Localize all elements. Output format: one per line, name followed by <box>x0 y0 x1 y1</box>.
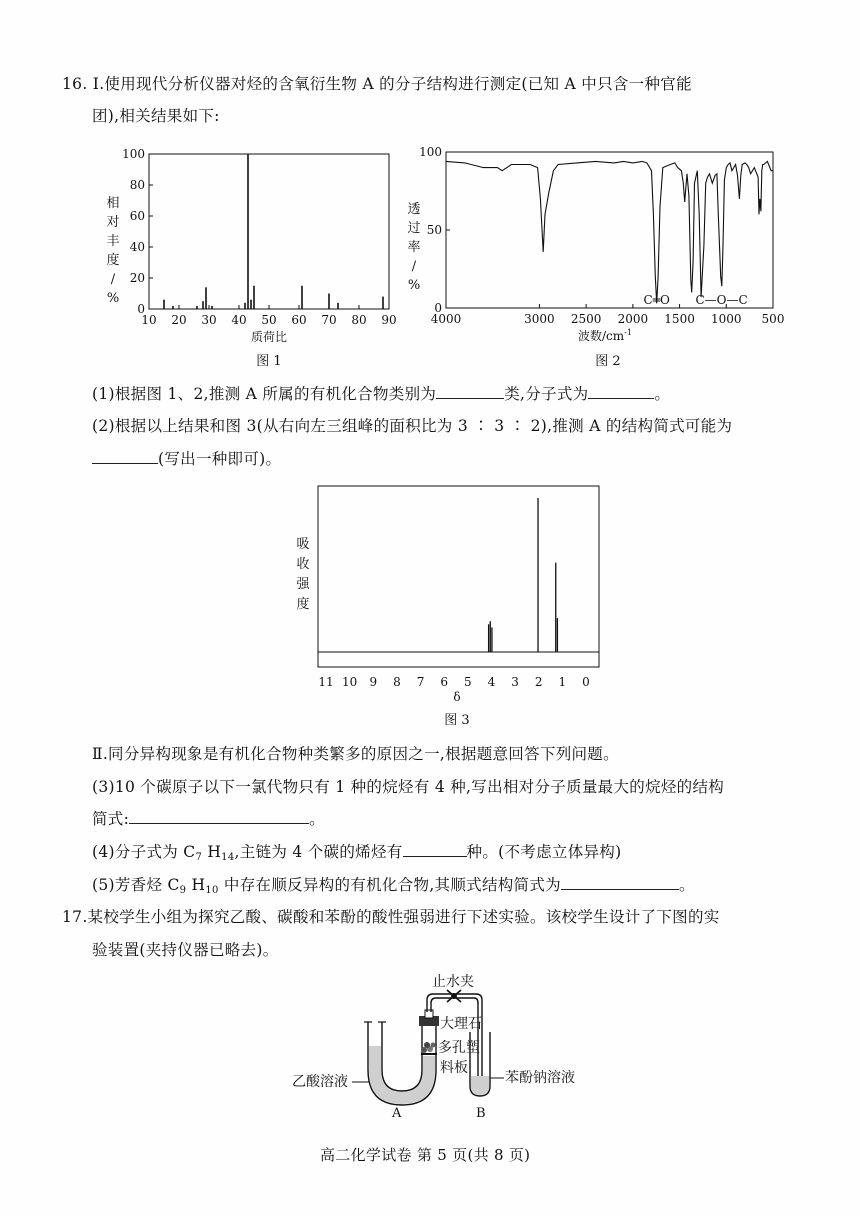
fig3-ylabel-char: 度 <box>296 597 310 612</box>
q5-line <box>92 874 695 902</box>
fig1-xtick-label: 80 <box>351 313 367 327</box>
fig1-ytick-label: 80 <box>129 178 145 192</box>
porous-plate-label-2: 料板 <box>440 1060 468 1076</box>
fig1-ylabel-char: 对 <box>106 215 120 230</box>
q5-text-a: (5)芳香烃 C <box>92 876 180 894</box>
phenoxide-label: 苯酚钠溶液 <box>505 1070 575 1086</box>
q5-sub-1: 9 <box>179 885 187 896</box>
fig3-xlabel: δ <box>453 690 461 704</box>
fig1-ylabel-char: % <box>106 291 120 306</box>
fig3-xtick-label: 6 <box>440 675 449 689</box>
q16-intro-line-1: 16. Ⅰ.使用现代分析仪器对烃的含氧衍生物 A 的分子结构进行测定(已知 A 中只含一种官能 <box>62 75 692 93</box>
fig1-xtick-label: 30 <box>201 313 217 327</box>
water-clamp-icon[interactable] <box>447 990 461 1002</box>
q5-text-b: H <box>186 876 206 894</box>
q5-text-d: 。 <box>678 876 695 894</box>
fig3-ylabel-char: 收 <box>296 557 310 572</box>
fig1-ytick-label: 100 <box>122 147 145 161</box>
u-tube-inner <box>382 1022 422 1091</box>
q1-text-c: 。 <box>654 385 671 403</box>
fig2-xtick-label: 2500 <box>570 312 602 326</box>
fig3-xtick-label: 8 <box>393 675 401 689</box>
q4-text-a: (4)分子式为 C <box>92 843 196 861</box>
clamp-label: 止水夹 <box>432 974 474 990</box>
fig1-ylabel-char: 度 <box>106 253 120 268</box>
q4-sub-2: 14 <box>221 852 235 863</box>
fig1-ytick-label: 40 <box>129 240 145 254</box>
fig1-xtick-label: 90 <box>381 313 397 327</box>
q3-line-1: (3)10 个碳原子以下一氯代物只有 1 种的烷烃有 4 种,写出相对分子质量最大的烷烃的结构 <box>92 778 725 796</box>
fig1-plot-frame <box>149 154 389 309</box>
marble-label: 大理石 <box>440 1016 482 1032</box>
q4-text-d: 种。(不考虑立体异构) <box>466 843 622 861</box>
part-2-intro: Ⅱ.同分异构现象是有机化合物种类繁多的原因之一,根据题意回答下列问题。 <box>92 745 619 763</box>
phenoxide-liquid <box>471 1076 489 1095</box>
fig3-ylabel-char: 强 <box>296 577 310 592</box>
fig3-xtick-label: 0 <box>582 675 590 689</box>
fig1-xtick-label: 20 <box>171 313 187 327</box>
fig2-ylabel-char: 率 <box>407 240 421 255</box>
answer-blank-4[interactable] <box>129 809 309 824</box>
fig2-xtick-label: 3000 <box>524 312 555 326</box>
fig3-xtick-label: 5 <box>463 675 472 689</box>
q2-line-2 <box>92 448 281 470</box>
apparatus-a-label: A <box>392 1106 402 1120</box>
q4-line <box>92 841 621 869</box>
fig2-ytick-label: 0 <box>434 301 442 315</box>
q2-line-1: (2)根据以上结果和图 3(从右向左三组峰的面积比为 3 ∶ 3 ∶ 2),推测 A 的结构简式可能为 <box>92 417 733 435</box>
q3-text-b: 。 <box>309 810 325 828</box>
fig2-caption: 图 2 <box>595 354 621 369</box>
fig3-xtick-label: 2 <box>534 675 543 689</box>
answer-blank-2[interactable] <box>588 384 654 399</box>
acetic-label: 乙酸溶液 <box>292 1074 348 1090</box>
fig2-xtick-label: 1500 <box>664 312 695 326</box>
fig1-ytick-label: 20 <box>129 271 145 285</box>
fig2-ylabel-char: / <box>411 259 417 274</box>
q17-line-1: 17.某校学生小组为探究乙酸、碳酸和苯酚的酸性强弱进行下述实验。该校学生设计了下图的实 <box>62 908 720 926</box>
q1-line <box>92 383 670 405</box>
fig2-annotation: C—O—C <box>695 293 748 307</box>
fig3-ylabel-char: 吸 <box>296 537 310 552</box>
fig2-ylabel-char: 透 <box>407 202 421 217</box>
fig2-xtick-label: 1000 <box>711 312 742 326</box>
fig2-plot-frame <box>446 152 773 308</box>
fig2-xtick-label: 4000 <box>430 312 462 326</box>
fig2-xtick-label: 2000 <box>617 312 649 326</box>
page-footer: 高二化学试卷 第 5 页(共 8 页) <box>320 1146 531 1164</box>
fig3-caption: 图 3 <box>444 713 470 728</box>
fig2-ylabel-char: 过 <box>407 221 421 236</box>
q17-line-2: 验装置(夹持仪器已略去)。 <box>92 941 279 959</box>
fig1-caption: 图 1 <box>256 354 282 369</box>
fig3-xtick-label: 10 <box>341 675 358 689</box>
fig1-xtick-label: 50 <box>261 313 277 327</box>
q2-text-b: (写出一种即可)。 <box>158 450 282 468</box>
fig1-ytick-label: 0 <box>137 302 145 316</box>
fig3-xtick-label: 4 <box>487 675 496 689</box>
fig3-xtick-label: 7 <box>416 675 425 689</box>
apparatus-b-label: B <box>476 1106 486 1120</box>
fig1-xtick-label: 60 <box>291 313 307 327</box>
fig2-ytick-label: 100 <box>419 145 442 159</box>
q3-line-2 <box>92 808 325 830</box>
answer-blank-5[interactable] <box>403 842 467 857</box>
q5-sub-2: 10 <box>205 885 219 896</box>
fig3-xtick-label: 3 <box>511 675 519 689</box>
q4-sub-1: 7 <box>195 852 203 863</box>
q16-intro-line-2: 团),相关结果如下: <box>92 107 220 125</box>
fig2-transmittance-curve <box>446 161 773 303</box>
figure-1-mass-spectrum <box>95 145 405 370</box>
answer-blank-1[interactable] <box>436 384 504 399</box>
fig2-ylabel-char: % <box>407 278 421 293</box>
fig3-xtick-label: 11 <box>318 675 334 689</box>
fig1-ylabel-char: 相 <box>106 196 120 211</box>
answer-blank-3[interactable] <box>92 449 158 464</box>
answer-blank-6[interactable] <box>561 875 679 890</box>
fig3-xtick-label: 9 <box>369 675 378 689</box>
fig1-ylabel-char: 丰 <box>106 234 120 249</box>
fig2-ytick-label: 50 <box>426 223 442 237</box>
q4-text-c: ,主链为 4 个碳的烯烃有 <box>234 843 403 861</box>
fig1-ytick-label: 60 <box>129 209 145 223</box>
fig1-xtick-label: 70 <box>321 313 337 327</box>
porous-plate-label-1: 多孔塑 <box>438 1040 480 1056</box>
figure-2-ir-spectrum <box>400 143 785 373</box>
apparatus-diagram <box>290 970 610 1120</box>
q4-text-b: H <box>202 843 222 861</box>
q1-text-a: (1)根据图 1、2,推测 A 所属的有机化合物类别为 <box>92 385 437 403</box>
fig2-annotation: C═O <box>643 293 670 307</box>
fig2-xlabel: 波数$/cm^{-1}$ <box>578 328 632 343</box>
fig1-xtick-label: 40 <box>231 313 247 327</box>
q1-text-b: 类,分子式为 <box>504 385 589 403</box>
fig2-xtick-label: 500 <box>761 312 785 326</box>
fig1-xtick-label: 10 <box>141 313 157 327</box>
fig1-ylabel-char: / <box>110 272 116 287</box>
q5-text-c: 中存在顺反异构的有机化合物,其顺式结构简式为 <box>218 876 561 894</box>
figure-3-nmr-spectrum <box>285 484 615 732</box>
fig1-xlabel: 质荷比 <box>250 330 288 344</box>
q3-text-a: 简式: <box>92 810 130 828</box>
fig3-xtick-label: 1 <box>558 675 567 689</box>
